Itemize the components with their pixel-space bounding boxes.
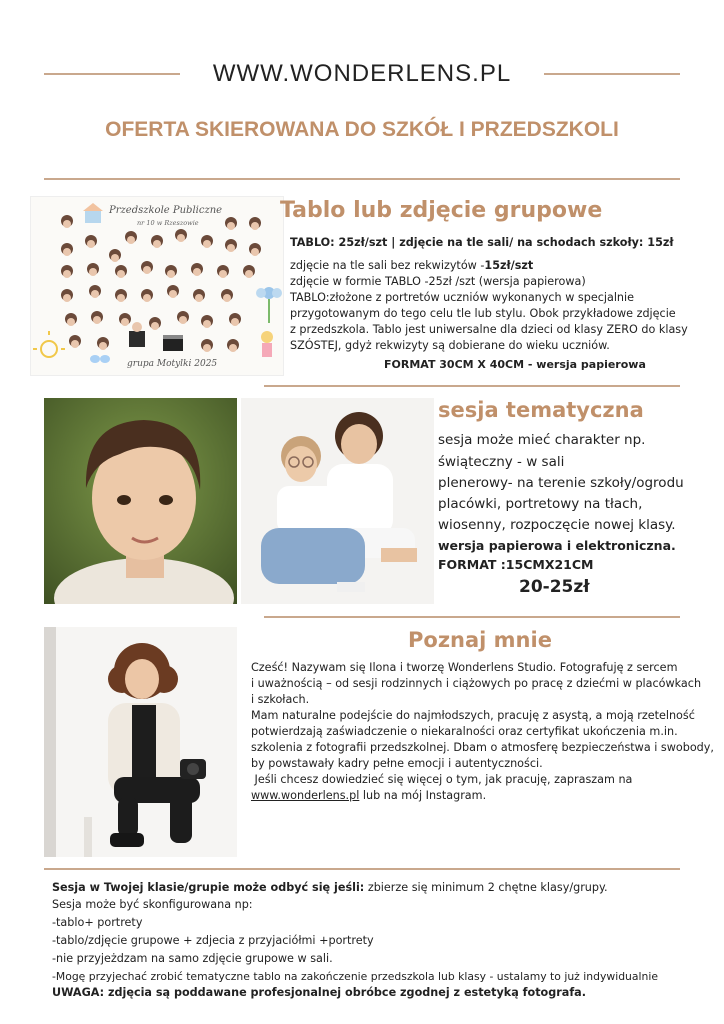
about-line-3: i szkołach. — [251, 693, 310, 706]
tablo-line1 — [290, 258, 533, 274]
session-line-5: wiosenny, rozpoczęcie nowej klasy. — [438, 517, 676, 533]
footer-line-3: -tablo/zdjęcie grupowe + zdjecia z przyjaciółmi +portrety — [52, 934, 374, 947]
footer-warning-label: UWAGA: — [52, 986, 105, 999]
about-line-7: by powstawały kadry pełne emocji i autentyczności. — [251, 757, 543, 770]
about-line-1: Cześć! Nazywam się Ilona i tworzę Wonderlens Studio. Fotografuję z sercem — [251, 661, 678, 674]
footer-line-4: -nie przyjeżdzam na samo zdjęcie grupowe w sali. — [52, 952, 333, 965]
about-line-8: Jeśli chcesz dowiedzieć się więcej o tym, jak pracuję, zapraszam na — [251, 773, 633, 786]
footer-condition-bold: Sesja w Twojej klasie/grupie może odbyć się jeśli: — [52, 881, 365, 894]
tablo-line6: SZÓSTEJ, gdyż rekwizyty są dobierane do wieku uczniów. — [290, 339, 610, 352]
about-title: Poznaj mnie — [408, 628, 552, 652]
about-line-6: szkolenia z fotografii przedszkolnej. Dbam o atmosferę bezpieczeństwa i swobody, — [251, 741, 714, 754]
section-divider-session — [264, 616, 680, 618]
photographer-photo — [44, 627, 237, 857]
footer-line-1: Sesja może być skonfigurowana np: — [52, 898, 253, 911]
about-line-4: Mam naturalne podejście do najmłodszych, pracuję z asystą, a moją rzetelność — [251, 709, 695, 722]
tablo-line1-prefix: zdjęcie na tle sali bez rekwizytów - — [290, 259, 485, 272]
boy-portrait-photo — [44, 398, 237, 604]
session-line-1: sesja może mieć charakter np. — [438, 432, 646, 448]
tablo-line5: z przedszkola. Tablo jest uniwersalne dla dzieci od klasy ZERO do klasy — [290, 323, 688, 336]
website-link[interactable]: www.wonderlens.pl — [251, 789, 360, 802]
footer-line-5: -Mogę przyjechać zrobić tematyczne tablo na zakończenie przedszkola lub klasy - ustalamy to już indywidualnie — [52, 970, 658, 983]
footer-warning-text: zdjęcia są poddawane profesjonalnej obróbce zgodnej z estetyką fotografa. — [104, 986, 586, 999]
session-version: wersja papierowa i elektroniczna. — [438, 538, 676, 553]
tablo-school-sub: nr 10 w Rzeszowie — [137, 219, 199, 227]
tablo-price-line: TABLO: 25zł/szt | zdjęcie na tle sali/ na schodach szkoły: 15zł — [290, 236, 674, 249]
section-divider-bottom — [44, 868, 680, 870]
tablo-title: Tablo lub zdjęcie grupowe — [280, 198, 603, 223]
tablo-school-name: Przedszkole Publiczne — [109, 205, 223, 216]
tablo-line1-price: 15zł/szt — [484, 259, 534, 272]
session-price: 20-25zł — [519, 577, 590, 597]
session-line-3: plenerowy- na terenie szkoły/ogrodu — [438, 475, 684, 491]
about-line-2: i uważnością – od sesji rodzinnych i ciążowych po pracę z dziećmi w placówkach — [251, 677, 702, 690]
section-divider-top — [44, 178, 680, 180]
session-line-4: placówki, portretowy na tłach, — [438, 496, 643, 512]
about-line-5: potwierdzają zaświadczenie o niekaralności oraz certyfikat ukończenia m.in. — [251, 725, 678, 738]
session-line-2: świąteczny - w sali — [438, 454, 565, 470]
session-format: FORMAT :15CMX21CM — [438, 557, 594, 572]
session-title: sesja tematyczna — [438, 398, 644, 422]
about-line-9 — [251, 788, 486, 804]
tablo-sample-image — [30, 196, 284, 376]
footer-warning — [52, 986, 586, 999]
tablo-format: FORMAT 30CM X 40CM - wersja papierowa — [384, 358, 646, 371]
tablo-group-label: grupa Motylki 2025 — [127, 359, 218, 369]
footer-line-2: -tablo+ portrety — [52, 916, 143, 929]
offer-title: OFERTA SKIEROWANA DO SZKÓŁ I PRZEDSZKOLI — [105, 118, 619, 141]
siblings-photo — [241, 398, 434, 604]
footer-condition-rest: zbierze się minimum 2 chętne klasy/grupy. — [364, 881, 608, 894]
tablo-line3: TABLO:złożone z portretów uczniów wykonanych w specjalnie — [290, 291, 635, 304]
about-link-suffix: lub na mój Instagram. — [359, 789, 487, 802]
tablo-line2: zdjęcie w formie TABLO -25zł /szt (wersja papierowa) — [290, 275, 586, 288]
section-divider-tablo — [264, 385, 680, 387]
tablo-line4: przygotowanym do tego celu tle lub stylu. Obok przykładowe zdjęcie — [290, 307, 676, 320]
footer-condition — [52, 880, 608, 896]
site-url: WWW.WONDERLENS.PL — [212, 60, 512, 87]
